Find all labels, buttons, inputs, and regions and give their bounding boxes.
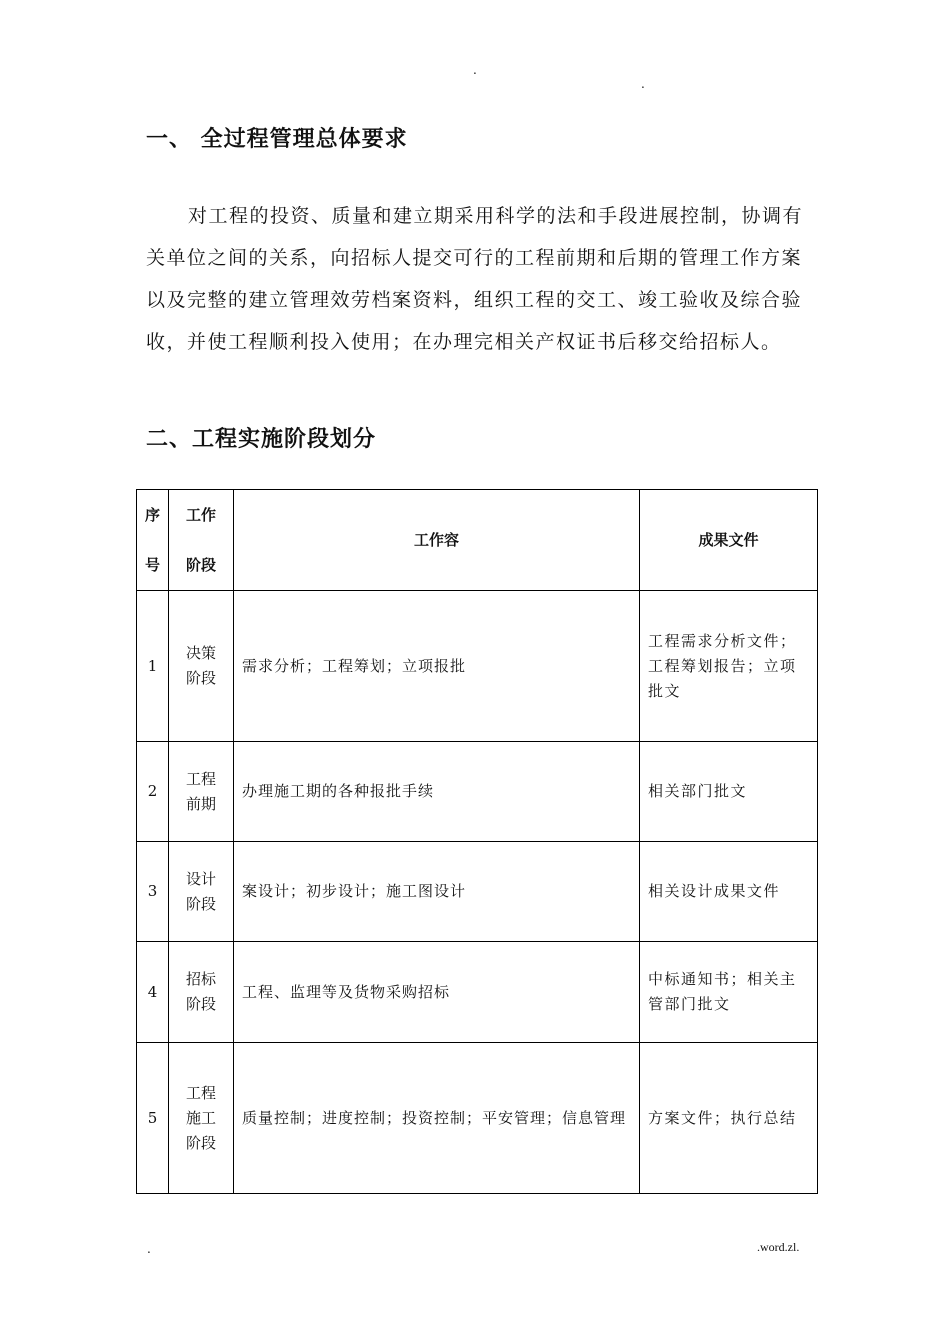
row-number: 3 xyxy=(137,842,169,942)
table-row xyxy=(137,842,818,942)
row-content: 案设计；初步设计；施工图设计 xyxy=(234,842,640,942)
row-stage-line: 设计 xyxy=(185,869,216,888)
row-stage-line: 施工 xyxy=(185,1108,216,1127)
row-result: 中标通知书；相关主管部门批文 xyxy=(640,942,818,1043)
row-stage xyxy=(169,1043,234,1194)
row-stage-line: 阶段 xyxy=(185,894,216,913)
row-content: 质量控制；进度控制；投资控制；平安管理；信息管理 xyxy=(234,1043,640,1194)
header-no-line: 序 xyxy=(145,506,161,524)
header-mark: . xyxy=(473,63,477,77)
header-stage-line: 工作 xyxy=(185,506,216,524)
phase-table xyxy=(136,489,818,1194)
row-stage-line: 工程 xyxy=(185,1083,216,1102)
row-stage xyxy=(169,942,234,1043)
table-row xyxy=(137,591,818,742)
row-result: 相关设计成果文件 xyxy=(640,842,818,942)
table-row xyxy=(137,742,818,842)
row-result: 工程需求分析文件；工程筹划报告；立项批文 xyxy=(640,591,818,742)
table-header-row xyxy=(137,490,818,591)
footer-right-text: .word.zl. xyxy=(757,1240,800,1254)
header-content: 工作容 xyxy=(234,490,640,591)
row-stage xyxy=(169,842,234,942)
row-stage-line: 前期 xyxy=(185,794,216,813)
header-mark: . xyxy=(641,77,645,91)
header-result: 成果文件 xyxy=(640,490,818,591)
row-stage-line: 阶段 xyxy=(185,1133,216,1152)
row-number: 1 xyxy=(137,591,169,742)
header-stage xyxy=(169,490,234,591)
row-number: 2 xyxy=(137,742,169,842)
row-number: 4 xyxy=(137,942,169,1043)
section-2-title: 二、工程实施阶段划分 xyxy=(146,427,377,452)
row-content: 工程、监理等及货物采购招标 xyxy=(234,942,640,1043)
footer-left-mark: . xyxy=(147,1242,151,1256)
row-stage xyxy=(169,742,234,842)
header-stage-line: 阶段 xyxy=(185,556,216,574)
row-number: 5 xyxy=(137,1043,169,1194)
row-stage-line: 阶段 xyxy=(185,669,216,687)
header-no xyxy=(137,490,169,591)
row-stage-line: 招标 xyxy=(185,970,216,988)
row-stage-line: 决策 xyxy=(185,644,216,662)
table-row xyxy=(137,942,818,1043)
row-result: 方案文件；执行总结 xyxy=(640,1043,818,1194)
row-stage-line: 工程 xyxy=(185,769,216,788)
row-stage-line: 阶段 xyxy=(185,995,216,1013)
section-1-body: 对工程的投资、质量和建立期采用科学的法和手段进展控制，协调有关单位之间的关系，向招标人提交可行的工程前期和后期的管理工作方案以及完整的建立管理效劳档案资料，组织工程的交工、竣工验收及综合验收，并使工程顺利投入使用；在办理完相关产权证书后移交给招标人。 xyxy=(146,205,804,353)
header-no-line: 号 xyxy=(145,556,161,574)
table-row xyxy=(137,1043,818,1194)
row-stage xyxy=(169,591,234,742)
row-result: 相关部门批文 xyxy=(640,742,818,842)
row-content: 需求分析；工程筹划；立项报批 xyxy=(234,591,640,742)
section-1-title: 一、 全过程管理总体要求 xyxy=(146,127,408,152)
row-content: 办理施工期的各种报批手续 xyxy=(234,742,640,842)
